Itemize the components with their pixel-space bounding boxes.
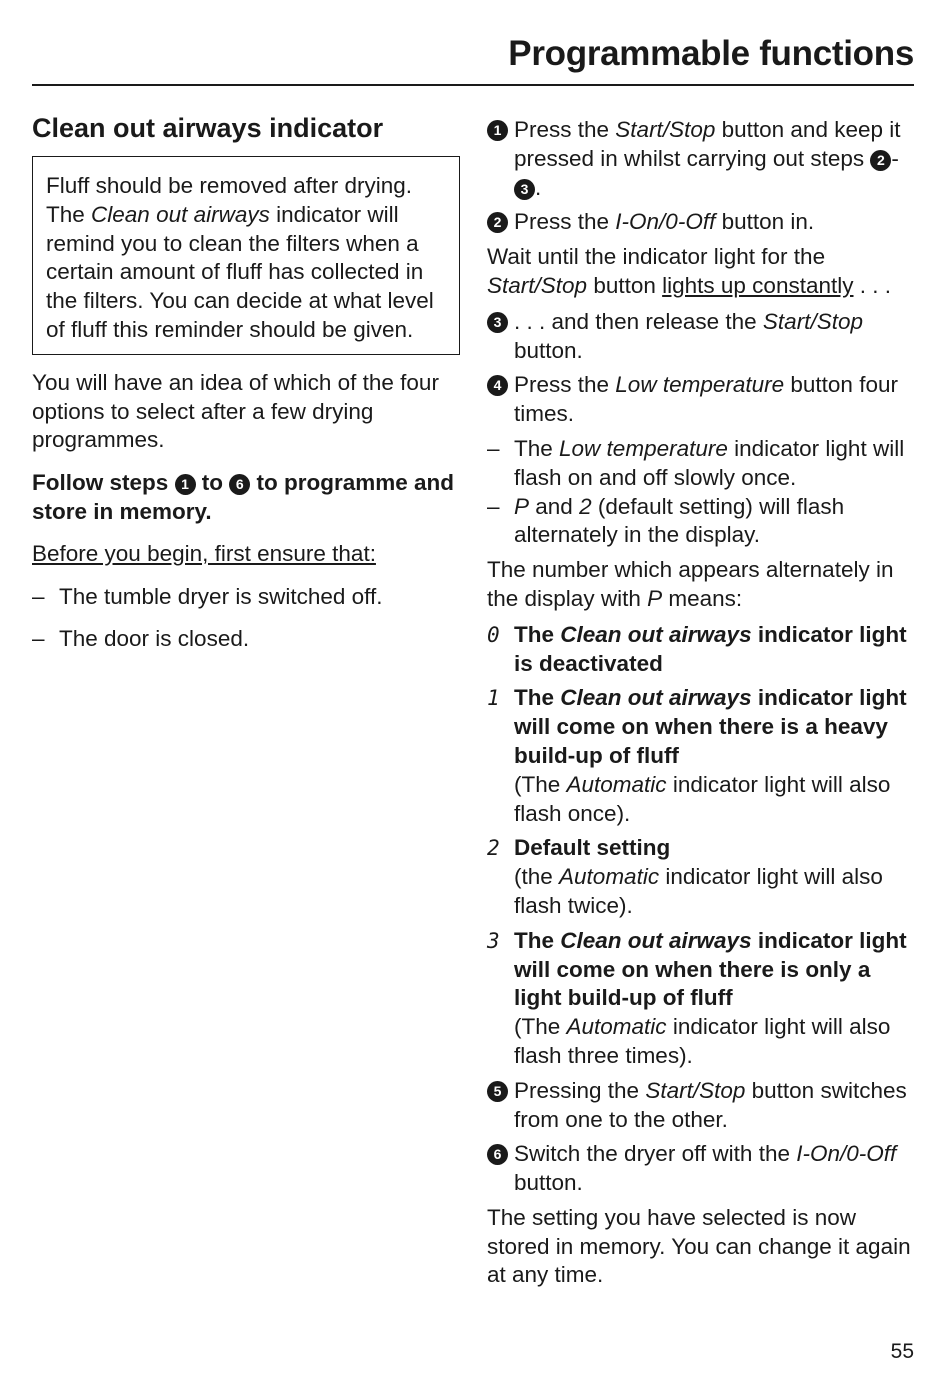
step-number-icon: 5 [487,1081,508,1102]
step-4: 4 Press the Low temperature button four times. [487,371,919,429]
section-heading: Clean out airways indicator [32,113,384,143]
before-you-begin: Before you begin, first ensure that: [32,540,376,566]
page-number: 55 [890,1340,914,1363]
info-box [32,156,460,355]
display-symbol: P [647,585,663,611]
step-number-icon: 2 [487,212,508,233]
step-2: 2 Press the I-On/0-Off button in. [487,208,919,237]
page-title: Programmable functions [508,34,914,73]
display-code: 0 [487,622,500,647]
follow-steps-instruction: Follow steps 1 to 6 to programme and store in memory. [32,470,455,524]
number-paragraph: The number which appears alternately in the display with P means: [487,557,894,611]
step-5: 5 Pressing the Start/Stop button switches from one to the other. [487,1077,919,1135]
header-divider [32,84,914,86]
list-item: – The tumble dryer is switched off. [32,583,383,609]
display-symbol: 2 [579,493,592,519]
right-column [487,116,919,1297]
left-column [32,110,460,668]
step-number-icon: 1 [487,120,508,141]
option-0: 0 The Clean out airways indicator light is deactivated [487,621,907,676]
option-2: 2 Default setting (the Automatic indicator light will also flash twice). [487,835,883,918]
step-number-icon: 1 [175,474,196,495]
list-item: – The Low temperature indicator light will flash on and off slowly once. [487,435,905,490]
step-number-icon: 4 [487,375,508,396]
step-1: 1 Press the Start/Stop button and keep it pressed in whilst carrying out steps 2 -3 . [487,116,919,202]
info-italic: Clean out airways [91,201,270,227]
display-code: 2 [487,836,500,861]
display-symbol: P [514,493,530,519]
step-3: 3 . . . and then release the Start/Stop button. [487,308,919,366]
step-number-icon: 6 [487,1144,508,1165]
intro-paragraph: You will have an idea of which of the four options to select after a few drying programmes. [32,369,439,453]
list-item: – P and 2 (default setting) will flash alternately in the display. [487,493,845,548]
step-number-icon: 2 [870,150,891,171]
info-text: Fluff should be removed after drying. The [46,173,413,227]
step-6: 6 Switch the dryer off with the I-On/0-Off button. [487,1140,919,1198]
display-code: 3 [487,928,500,953]
option-1: 1 The Clean out airways indicator light will come on when there is a heavy build-up of fluff (The Automatic indicator light will also flash once). [487,685,907,826]
display-code: 1 [487,686,500,711]
list-item: – The door is closed. [32,626,250,652]
wait-paragraph: Wait until the indicator light for the Start/Stop button lights up constantly . . . [487,244,892,298]
option-3: 3 The Clean out airways indicator light will come on when there is only a light build-up of fluff (The Automatic indicator light will also flash three times). [487,927,907,1068]
step-number-icon: 3 [487,312,508,333]
step-number-icon: 3 [514,179,535,200]
info-text-rest: indicator will remind you to clean the filters when a certain amount of fluff has collected in the filters. You can decide at what level of fluff this reminder should be given. [46,201,434,342]
closing-paragraph: The setting you have selected is now stored in memory. You can change it again at any time. [487,1204,911,1288]
step-number-icon: 6 [229,474,250,495]
